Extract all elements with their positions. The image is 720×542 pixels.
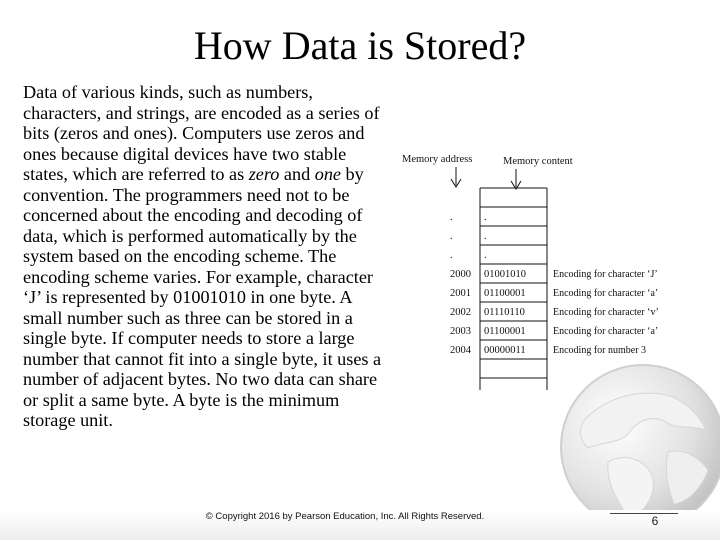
- memory-content: .: [484, 250, 487, 261]
- memory-address: 2002: [450, 307, 471, 318]
- memory-encoding-label: Encoding for character ‘J’: [553, 269, 658, 280]
- memory-encoding-label: Encoding for character ‘a’: [553, 326, 659, 337]
- memory-address: 2003: [450, 326, 471, 337]
- memory-content: 01001010: [484, 269, 526, 280]
- memory-content: 01100001: [484, 288, 526, 299]
- memory-content: .: [484, 212, 487, 223]
- memory-content: .: [484, 231, 487, 242]
- memory-address: .: [450, 212, 453, 223]
- body-text-emphasis-one: one: [314, 164, 341, 184]
- body-text-emphasis-zero: zero: [248, 164, 280, 184]
- memory-encoding-label: Encoding for character ‘v’: [553, 307, 659, 318]
- memory-content: 01110110: [484, 307, 525, 318]
- memory-content-header: Memory content: [503, 156, 573, 167]
- body-text-part: by convention. The programmers need not to be concerned about the encoding and decoding of data, which is performed automatically by the system based on the encoding scheme. The encoding scheme varies. For example, character ‘J’ is represented by 01001010 in one byte. A small number such as three can be stored in a single byte. If computer needs to store a large number that cannot fit into a single byte, it uses a number of adjacent bytes. No two data can share or split a same byte. A byte is the minimum storage unit.: [23, 164, 382, 430]
- body-text-part: Data of various kinds, such as numbers, characters, and strings, are encoded as a series of bits (zeros and ones). Computers use zeros and ones because digital devices have two stable states, which are referred to as: [23, 82, 380, 184]
- body-paragraph: [23, 82, 395, 431]
- memory-content: 00000011: [484, 345, 526, 356]
- body-text: [23, 82, 395, 431]
- memory-address-header: Memory address: [402, 154, 473, 165]
- memory-address: .: [450, 250, 453, 261]
- memory-address: 2001: [450, 288, 471, 299]
- memory-address: 2004: [450, 345, 471, 356]
- slide-title: How Data is Stored?: [193, 23, 527, 68]
- memory-encoding-label: Encoding for character ‘a’: [553, 288, 659, 299]
- memory-encoding-label: Encoding for number 3: [553, 345, 647, 356]
- page-number: 6: [651, 514, 659, 528]
- memory-address: 2000: [450, 269, 471, 280]
- memory-content: 01100001: [484, 326, 526, 337]
- copyright-text: © Copyright 2016 by Pearson Education, Inc. All Rights Reserved.: [205, 511, 485, 522]
- body-text-part: and: [279, 164, 315, 184]
- memory-address: .: [450, 231, 453, 242]
